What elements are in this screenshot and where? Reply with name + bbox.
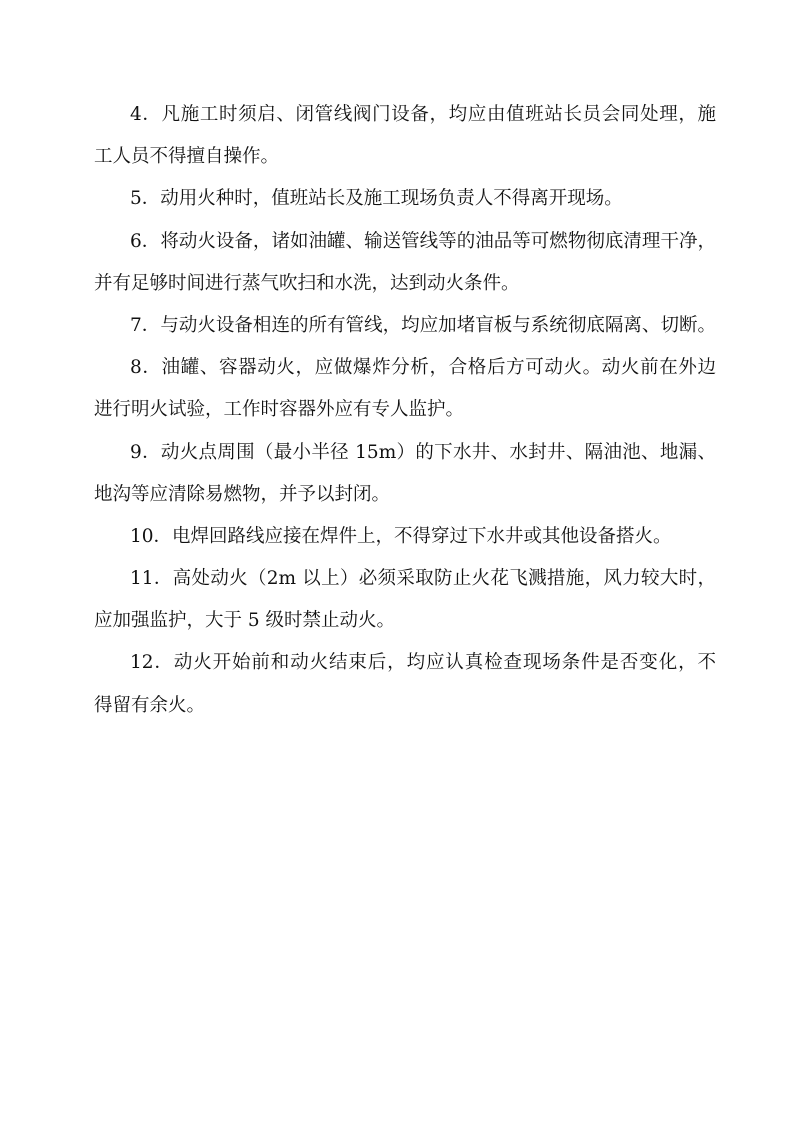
paragraph-line: 6．将动火设备，诸如油罐、输送管线等的油品等可燃物彻底清理干净， bbox=[130, 230, 716, 252]
paragraph-8 bbox=[94, 347, 716, 431]
paragraph-line: 地沟等应清除易燃物，并予以封闭。 bbox=[94, 483, 391, 505]
paragraph-6 bbox=[94, 221, 716, 305]
paragraph-line: 进行明火试验，工作时容器外应有专人监护。 bbox=[94, 399, 465, 421]
paragraph-line: 5．动用火种时，值班站长及施工现场负责人不得离开现场。 bbox=[130, 188, 623, 210]
paragraph-line: 8．油罐、容器动火，应做爆炸分析，合格后方可动火。动火前在外边 bbox=[130, 357, 716, 379]
paragraph-line: 得留有余火。 bbox=[94, 694, 206, 716]
paragraph-line: 10．电焊回路线应接在焊件上，不得穿过下水井或其他设备搭火。 bbox=[130, 525, 672, 547]
paragraph-line: 并有足够时间进行蒸气吹扫和水洗，达到动火条件。 bbox=[94, 272, 520, 294]
paragraph-line: 9．动火点周围（最小半径 15m）的下水井、水封井、隔油池、地漏、 bbox=[130, 441, 716, 463]
paragraph-line: 工人员不得擅自操作。 bbox=[94, 146, 280, 168]
paragraph-line: 12．动火开始前和动火结束后，均应认真检查现场条件是否变化，不 bbox=[130, 652, 716, 674]
paragraph-line: 11．高处动火（2m 以上）必须采取防止火花飞溅措施，风力较大时， bbox=[130, 568, 716, 590]
document-body bbox=[94, 94, 716, 727]
paragraph-line: 7．与动火设备相连的所有管线，均应加堵盲板与系统彻底隔离、切断。 bbox=[130, 314, 716, 336]
paragraph-7 bbox=[94, 305, 716, 347]
paragraph-11 bbox=[94, 558, 716, 642]
paragraph-9 bbox=[94, 432, 716, 516]
paragraph-10 bbox=[94, 516, 716, 558]
paragraph-5 bbox=[94, 178, 716, 220]
paragraph-12 bbox=[94, 642, 716, 726]
paragraph-4 bbox=[94, 94, 716, 178]
paragraph-line: 应加强监护，大于 5 级时禁止动火。 bbox=[94, 610, 396, 632]
paragraph-line: 4．凡施工时须启、闭管线阀门设备，均应由值班站长员会同处理，施 bbox=[130, 104, 716, 125]
